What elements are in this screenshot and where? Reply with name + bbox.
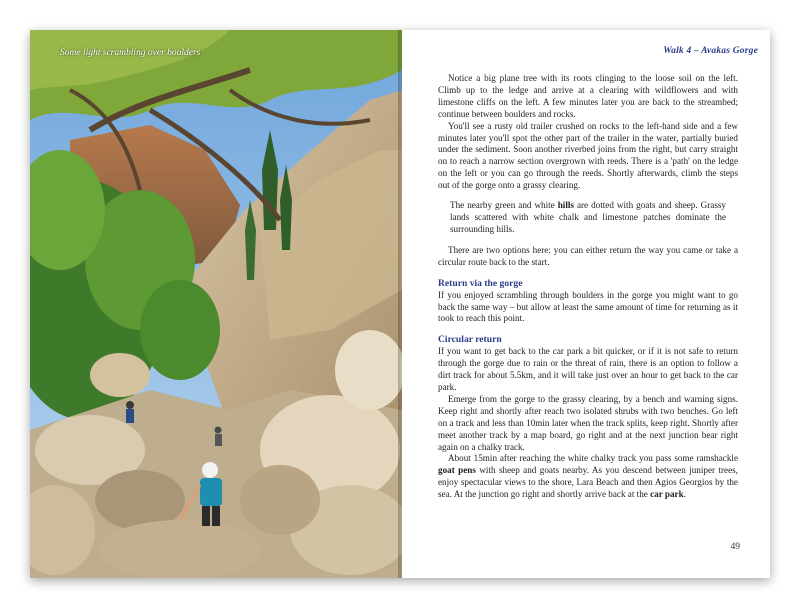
gorge-photo-illustration (30, 30, 402, 578)
gorge-photo (30, 30, 402, 578)
text-page (402, 30, 770, 578)
paragraph-two-options: There are two options here: you can either return the way you came or take a circular route back to the start. (438, 244, 738, 267)
paragraph-goat-pens: About 15min after reaching the white chalky track you pass some ramshackle goat pens with sheep and goats nearby. As you descend between juniper trees, enjoy spectacular views to the shore, Lara Beach and then Agios Georgios by the sea. At the junction go right and shortly arrive back at the car park. (438, 453, 738, 500)
paragraph-return-gorge: If you enjoyed scrambling through boulders in the gorge you might want to go back the same way – but allow at least the same amount of time for returning as it took to reach this point. (438, 289, 738, 324)
bold-car-park: car park (650, 489, 684, 500)
book-spread (30, 30, 770, 578)
paragraph-emerge-gorge: Emerge from the gorge to the grassy clearing, by a bench and warning signs. Keep right and shortly after reach two isolated shrubs with two benches. Go left on a track and less than 10min later when the track splits, keep right. Shortly after meet another track by a map board, go right and at the next junction bear right again on a chalky track. (438, 393, 738, 452)
bold-goat-pens: goat pens (438, 465, 476, 476)
paragraph-plane-tree: Notice a big plane tree with its roots clinging to the loose soil on the left. Climb up to the ledge and arrive at a clearing with wildflowers and with limestone cliffs on the left. A few minutes later you are back to the streambed; continue between boulders and rocks. (438, 73, 738, 119)
heading-circular-return: Circular return (438, 334, 502, 346)
body-text (438, 73, 738, 501)
paragraph-rusty-trailer: You'll see a rusty old trailer crushed on rocks to the left-hand side and a few minutes later you'll spot the other part of the trailer in the water, partially buried under the sediment. Soon another riverbed joins from the right, but carry straight on to reach a narrow section overgrown with reeds. There is a 'path' on the ledge on the left or you can go through the reeds. Shortly afterwards, climb the steps out of the gorge onto a grassy clearing. (438, 120, 738, 191)
heading-return-via-gorge: Return via the gorge (438, 277, 523, 289)
paragraph-circular-intro: If you want to get back to the car park a bit quicker, or if it is not safe to return through the gorge due to rain or the threat of rain, there is an option to follow a dirt track for about 5.5km, and it will take just over an hour to get back to the car park. (438, 346, 738, 393)
bold-hills: hills (557, 200, 574, 211)
info-box-hills (438, 200, 738, 236)
running-head: Walk 4 – Avakas Gorge (663, 46, 758, 56)
photo-caption: Some light scrambling over boulders (60, 48, 201, 58)
page-number: 49 (730, 542, 740, 552)
info-box-text: The nearby green and white hills are dotted with goats and sheep. Grassy lands scattered with white chalk and limestone patches dominate the surrounding hills. (450, 200, 726, 234)
